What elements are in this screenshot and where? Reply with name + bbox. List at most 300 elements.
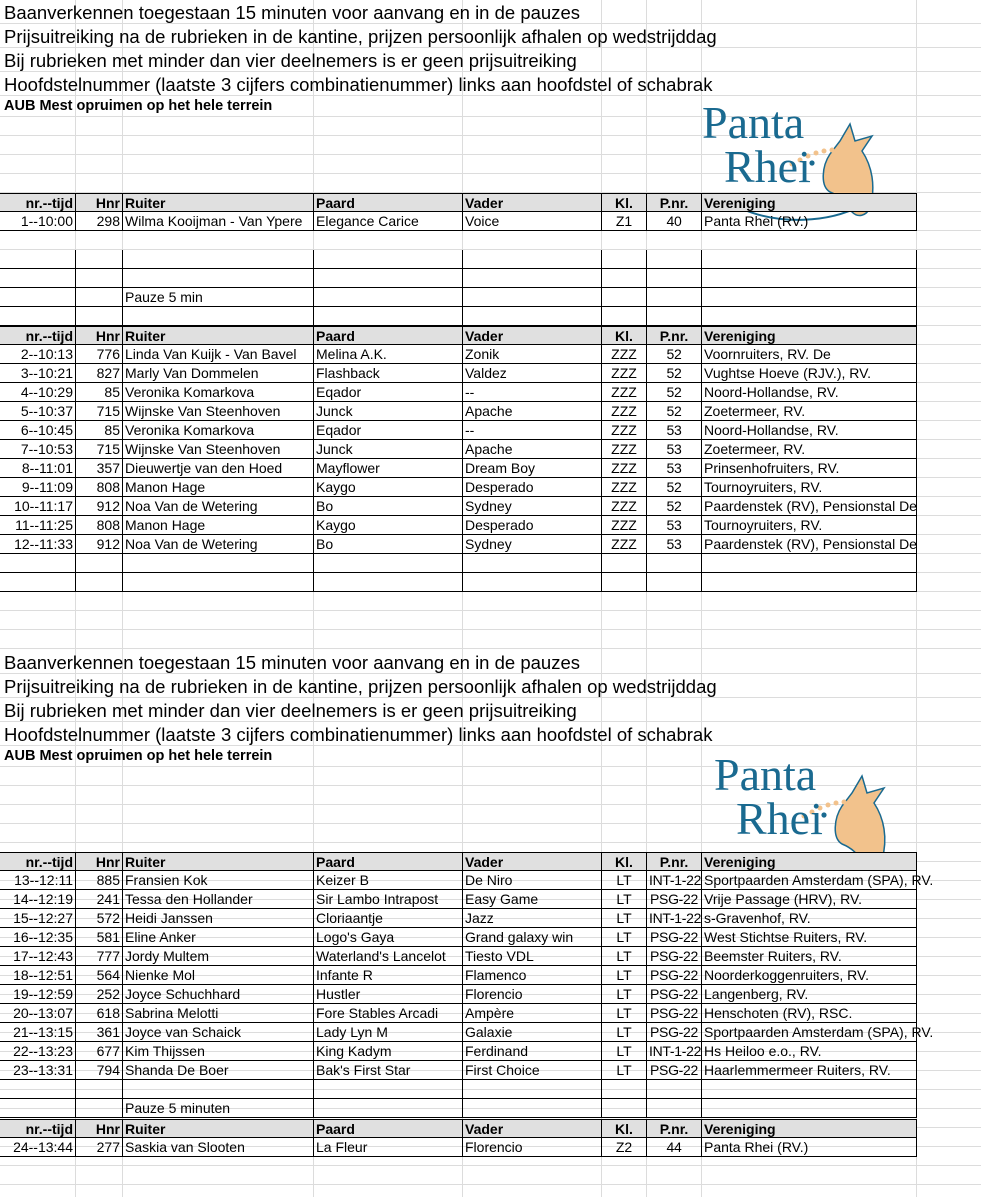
cell-class[interactable]: ZZZ (602, 383, 647, 401)
cell-bridle-number[interactable] (76, 554, 123, 572)
cell-sire[interactable]: First Choice (463, 1061, 602, 1079)
cell-class[interactable]: ZZZ (602, 459, 647, 477)
cell-test-number[interactable]: INT-1-22 (649, 872, 702, 888)
empty-row (0, 250, 917, 269)
cell-club[interactable] (702, 554, 917, 572)
cell-sire[interactable]: Tiesto VDL (463, 947, 602, 965)
cell-horse[interactable] (314, 288, 463, 306)
note-course-walk-2: Baanverkennen toegestaan 15 minuten voor aanvang en in de pauzes (4, 652, 580, 673)
cell-bridle-number[interactable]: 618 (76, 1004, 123, 1022)
cell-bridle-number[interactable] (76, 307, 123, 325)
cell-horse[interactable]: Elegance Carice (314, 212, 463, 230)
cell-start-time[interactable] (0, 1080, 76, 1098)
cell-sire[interactable] (463, 307, 602, 325)
cell-club[interactable]: Langenberg, RV. (702, 985, 917, 1003)
cell-start-time[interactable]: 19--12:59 (0, 985, 76, 1003)
pause-label[interactable]: Pauze 5 min (123, 288, 314, 306)
cell-class[interactable]: LT (602, 928, 647, 946)
cell-rider[interactable]: Manon Hage (123, 516, 314, 534)
cell-test-number[interactable]: 53 (647, 516, 702, 534)
cell-test-number[interactable]: INT-1-22 (649, 1043, 702, 1059)
cell-rider[interactable]: Saskia van Slooten (123, 1138, 314, 1156)
cell-sire[interactable]: Grand galaxy win (463, 928, 602, 946)
cell-rider[interactable] (123, 573, 314, 591)
cell-start-time[interactable] (0, 269, 76, 287)
cell-club[interactable]: Haarlemmermeer Ruiters, RV. (702, 1061, 917, 1079)
cell-start-time[interactable]: 15--12:27 (0, 909, 76, 927)
column-header-sire[interactable]: Vader (463, 194, 602, 211)
logo-text-panta: Panta (702, 97, 805, 148)
cell-bridle-number[interactable]: 85 (76, 383, 123, 401)
cell-sire[interactable]: Zonik (463, 345, 602, 363)
cell-test-number[interactable]: PSG-22 (647, 928, 702, 946)
cell-bridle-number[interactable]: 715 (76, 402, 123, 420)
cell-rider[interactable]: Wijnske Van Steenhoven (123, 440, 314, 458)
cell-sire[interactable]: Valdez (463, 364, 602, 382)
cell-test-number[interactable]: 44 (647, 1138, 702, 1156)
cell-test-number[interactable]: 53 (647, 440, 702, 458)
cell-bridle-number[interactable] (76, 288, 123, 306)
cell-sire[interactable]: Florencio (463, 1138, 602, 1156)
cell-class[interactable]: LT (602, 1042, 647, 1060)
cell-horse[interactable]: Kaygo (314, 516, 463, 534)
cell-bridle-number[interactable] (76, 250, 123, 268)
cell-bridle-number[interactable]: 572 (76, 909, 123, 927)
cell-bridle-number[interactable] (76, 269, 123, 287)
cell-rider[interactable]: Marly Van Dommelen (123, 364, 314, 382)
cell-class[interactable]: LT (602, 890, 647, 908)
cell-sire[interactable] (463, 288, 602, 306)
cell-club[interactable]: Henschoten (RV), RSC. (702, 1004, 917, 1022)
column-header-horse[interactable]: Paard (314, 853, 463, 870)
cell-class[interactable]: LT (602, 909, 647, 927)
cell-class[interactable] (602, 250, 647, 268)
column-header-class[interactable]: Kl. (602, 194, 647, 211)
cell-club[interactable] (702, 288, 917, 306)
cell-rider[interactable]: Jordy Multem (123, 947, 314, 965)
cell-class[interactable]: LT (602, 1023, 647, 1041)
cell-sire[interactable] (463, 554, 602, 572)
cell-club[interactable]: Beemster Ruiters, RV. (702, 947, 917, 965)
cell-club[interactable]: Hs Heiloo e.o., RV. (702, 1042, 917, 1060)
cell-horse[interactable]: Flashback (314, 364, 463, 382)
cell-class[interactable]: LT (602, 871, 647, 889)
cell-test-number[interactable]: 52 (647, 345, 702, 363)
cell-horse[interactable]: La Fleur (314, 1138, 463, 1156)
cell-horse[interactable]: Eqador (314, 383, 463, 401)
column-header-start-time[interactable]: nr.--tijd (0, 853, 76, 870)
cell-club[interactable]: Noorderkoggenruiters, RV. (702, 966, 917, 984)
cell-bridle-number[interactable]: 241 (76, 890, 123, 908)
cell-test-number[interactable]: 52 (647, 402, 702, 420)
cell-club[interactable]: Paardenstek (RV), Pensionstal De (704, 498, 917, 514)
column-header-club[interactable]: Vereniging (702, 327, 917, 344)
cell-start-time[interactable] (0, 573, 76, 591)
cell-horse[interactable]: King Kadym (314, 1042, 463, 1060)
empty-row (0, 307, 917, 326)
cell-club[interactable]: Vrije Passage (HRV), RV. (702, 890, 917, 908)
cell-class[interactable]: LT (602, 985, 647, 1003)
cell-test-number[interactable]: 52 (647, 383, 702, 401)
cell-class[interactable]: ZZZ (602, 421, 647, 439)
column-header-club[interactable]: Vereniging (702, 1120, 917, 1137)
cell-horse[interactable]: Mayflower (314, 459, 463, 477)
cell-test-number[interactable]: INT-1-22 (649, 910, 702, 926)
cell-sire[interactable]: Flamenco (463, 966, 602, 984)
cell-sire[interactable]: Ampère (463, 1004, 602, 1022)
cell-club[interactable]: Tournoyruiters, RV. (702, 478, 917, 496)
cell-horse[interactable]: Logo's Gaya (314, 928, 463, 946)
cell-rider[interactable]: Veronika Komarkova (123, 421, 314, 439)
cell-club[interactable]: Noord-Hollandse, RV. (702, 383, 917, 401)
cell-club[interactable] (702, 1099, 917, 1117)
column-header-sire[interactable]: Vader (463, 853, 602, 870)
cell-sire[interactable]: Apache (463, 402, 602, 420)
cell-test-number[interactable] (647, 269, 702, 287)
cell-horse[interactable] (314, 1080, 463, 1098)
cell-class[interactable]: ZZZ (602, 345, 647, 363)
cell-class[interactable]: ZZZ (602, 535, 647, 553)
cell-sire[interactable]: Voice (463, 212, 602, 230)
cell-test-number[interactable]: 53 (647, 459, 702, 477)
cell-horse[interactable] (314, 1099, 463, 1117)
cell-horse[interactable] (314, 554, 463, 572)
cell-start-time[interactable] (0, 288, 76, 306)
column-header-bridle-number[interactable]: Hnr (76, 853, 123, 870)
column-header-class[interactable]: Kl. (602, 853, 647, 870)
cell-sire[interactable]: Florencio (463, 985, 602, 1003)
cell-horse[interactable]: Junck (314, 440, 463, 458)
cell-rider[interactable]: Heidi Janssen (123, 909, 314, 927)
column-header-start-time[interactable]: nr.--tijd (0, 194, 76, 211)
cell-class[interactable] (602, 1080, 647, 1098)
cell-start-time[interactable]: 4--10:29 (0, 383, 76, 401)
cell-rider[interactable] (123, 554, 314, 572)
cell-rider[interactable]: Linda Van Kuijk - Van Bavel (123, 345, 314, 363)
column-header-class[interactable]: Kl. (602, 1120, 647, 1137)
column-header-club[interactable]: Vereniging (702, 853, 917, 870)
cell-horse[interactable]: Kaygo (314, 478, 463, 496)
cell-club[interactable]: Zoetermeer, RV. (702, 402, 917, 420)
column-header-test-number[interactable]: P.nr. (647, 327, 702, 344)
cell-bridle-number[interactable]: 581 (76, 928, 123, 946)
cell-class[interactable]: LT (602, 1061, 647, 1079)
cell-bridle-number[interactable]: 777 (76, 947, 123, 965)
cell-bridle-number[interactable]: 794 (76, 1061, 123, 1079)
cell-club[interactable] (702, 250, 917, 268)
cell-class[interactable] (602, 554, 647, 572)
cell-start-time[interactable]: 3--10:21 (0, 364, 76, 382)
column-header-rider[interactable]: Ruiter (123, 1120, 314, 1137)
cell-start-time[interactable]: 8--11:01 (0, 459, 76, 477)
cell-sire[interactable]: Jazz (463, 909, 602, 927)
cell-rider[interactable] (123, 269, 314, 287)
cell-test-number[interactable] (647, 1099, 702, 1117)
table-row (0, 459, 917, 478)
cell-club[interactable] (702, 269, 917, 287)
cell-club[interactable]: Zoetermeer, RV. (702, 440, 917, 458)
cell-class[interactable]: Z1 (602, 212, 647, 230)
cell-start-time[interactable]: 12--11:33 (0, 535, 76, 553)
cell-test-number[interactable]: 52 (647, 478, 702, 496)
cell-rider[interactable]: Veronika Komarkova (123, 383, 314, 401)
cell-bridle-number[interactable]: 564 (76, 966, 123, 984)
cell-club[interactable]: Voornruiters, RV. De (702, 345, 917, 363)
cell-horse[interactable]: Cloriaantje (314, 909, 463, 927)
cell-start-time[interactable] (0, 1099, 76, 1117)
cell-rider[interactable]: Shanda De Boer (123, 1061, 314, 1079)
cell-bridle-number[interactable] (76, 1099, 123, 1117)
cell-rider[interactable]: Wilma Kooijman - Van Ypere (123, 212, 314, 230)
cell-class[interactable] (602, 573, 647, 591)
column-header-rider[interactable]: Ruiter (123, 194, 314, 211)
column-header-sire[interactable]: Vader (463, 1120, 602, 1137)
column-header-sire[interactable]: Vader (463, 327, 602, 344)
cell-test-number[interactable] (647, 1080, 702, 1098)
cell-sire[interactable]: -- (463, 383, 602, 401)
cell-club[interactable] (702, 307, 917, 325)
cell-sire[interactable] (463, 250, 602, 268)
cell-horse[interactable]: Hustler (314, 985, 463, 1003)
cell-horse[interactable] (314, 250, 463, 268)
cell-rider[interactable]: Dieuwertje van den Hoed (123, 459, 314, 477)
cell-start-time[interactable] (0, 554, 76, 572)
column-header-test-number[interactable]: P.nr. (647, 1120, 702, 1137)
cell-test-number[interactable]: PSG-22 (647, 985, 702, 1003)
cell-bridle-number[interactable]: 677 (76, 1042, 123, 1060)
cell-horse[interactable]: Bo (314, 535, 463, 553)
cell-club[interactable]: s-Gravenhof, RV. (702, 909, 917, 927)
column-header-start-time[interactable]: nr.--tijd (0, 1120, 76, 1137)
table-row (0, 1061, 917, 1080)
cell-sire[interactable] (463, 1099, 602, 1117)
cell-class[interactable] (602, 269, 647, 287)
cell-rider[interactable]: Tessa den Hollander (123, 890, 314, 908)
pause-label[interactable]: Pauze 5 minuten (123, 1099, 314, 1117)
cell-bridle-number[interactable]: 808 (76, 516, 123, 534)
cell-rider[interactable]: Eline Anker (123, 928, 314, 946)
cell-class[interactable]: LT (602, 966, 647, 984)
cell-start-time[interactable] (0, 250, 76, 268)
cell-bridle-number[interactable]: 827 (76, 364, 123, 382)
cell-start-time[interactable]: 24--13:44 (0, 1138, 76, 1156)
cell-bridle-number[interactable]: 776 (76, 345, 123, 363)
column-header-horse[interactable]: Paard (314, 327, 463, 344)
cell-class[interactable]: ZZZ (602, 364, 647, 382)
cell-horse[interactable]: Sir Lambo Intrapost (314, 890, 463, 908)
cell-test-number[interactable]: PSG-22 (647, 947, 702, 965)
cell-class[interactable]: ZZZ (602, 478, 647, 496)
cell-start-time[interactable]: 16--12:35 (0, 928, 76, 946)
cell-rider[interactable]: Wijnske Van Steenhoven (123, 402, 314, 420)
table-header (0, 852, 917, 871)
cell-horse[interactable]: Eqador (314, 421, 463, 439)
cell-start-time[interactable]: 10--11:17 (0, 497, 76, 515)
cell-rider[interactable]: Joyce van Schaick (123, 1023, 314, 1041)
column-header-rider[interactable]: Ruiter (123, 327, 314, 344)
cell-bridle-number[interactable]: 885 (76, 871, 123, 889)
cell-start-time[interactable]: 14--12:19 (0, 890, 76, 908)
column-header-test-number[interactable]: P.nr. (647, 194, 702, 211)
cell-horse[interactable]: Bak's First Star (314, 1061, 463, 1079)
cell-club[interactable]: Sportpaarden Amsterdam (SPA), RV. (704, 1024, 934, 1040)
cell-class[interactable]: ZZZ (602, 402, 647, 420)
cell-horse[interactable] (314, 573, 463, 591)
cell-start-time[interactable] (0, 307, 76, 325)
cell-start-time[interactable]: 6--10:45 (0, 421, 76, 439)
cell-start-time[interactable]: 5--10:37 (0, 402, 76, 420)
cell-club[interactable]: West Stichtse Ruiters, RV. (702, 928, 917, 946)
cell-sire[interactable] (463, 1080, 602, 1098)
cell-club[interactable]: Paardenstek (RV), Pensionstal De (704, 536, 917, 552)
cell-bridle-number[interactable] (76, 1080, 123, 1098)
cell-test-number[interactable]: 52 (647, 364, 702, 382)
cell-bridle-number[interactable]: 361 (76, 1023, 123, 1041)
cell-start-time[interactable]: 1--10:00 (0, 212, 76, 230)
cell-sire[interactable]: Dream Boy (463, 459, 602, 477)
cell-test-number[interactable]: PSG-22 (647, 966, 702, 984)
cell-start-time[interactable]: 7--10:53 (0, 440, 76, 458)
cell-club[interactable]: Panta Rhei (RV.) (702, 212, 917, 230)
cell-rider[interactable] (123, 1080, 314, 1098)
cell-test-number[interactable] (647, 573, 702, 591)
cell-sire[interactable]: Desperado (463, 516, 602, 534)
cell-bridle-number[interactable]: 252 (76, 985, 123, 1003)
cell-horse[interactable]: Bo (314, 497, 463, 515)
cell-sire[interactable]: Easy Game (463, 890, 602, 908)
cell-bridle-number[interactable]: 715 (76, 440, 123, 458)
cell-sire[interactable]: Ferdinand (463, 1042, 602, 1060)
cell-test-number[interactable] (647, 250, 702, 268)
cell-bridle-number[interactable]: 277 (76, 1138, 123, 1156)
cell-start-time[interactable]: 23--13:31 (0, 1061, 76, 1079)
cell-test-number[interactable]: 53 (647, 535, 702, 553)
cell-club[interactable] (702, 573, 917, 591)
cell-rider[interactable] (123, 250, 314, 268)
cell-club[interactable]: Sportpaarden Amsterdam (SPA), RV. (704, 872, 934, 888)
cell-class[interactable] (602, 307, 647, 325)
column-header-rider[interactable]: Ruiter (123, 853, 314, 870)
cell-horse[interactable]: Infante R (314, 966, 463, 984)
cell-class[interactable] (602, 1099, 647, 1117)
cell-test-number[interactable] (647, 288, 702, 306)
cell-class[interactable]: ZZZ (602, 497, 647, 515)
column-header-bridle-number[interactable]: Hnr (76, 194, 123, 211)
cell-test-number[interactable] (647, 554, 702, 572)
cell-test-number[interactable]: PSG-22 (647, 1004, 702, 1022)
cell-sire[interactable] (463, 573, 602, 591)
cell-sire[interactable]: De Niro (463, 871, 602, 889)
column-header-start-time[interactable]: nr.--tijd (0, 327, 76, 344)
cell-rider[interactable] (123, 307, 314, 325)
cell-rider[interactable]: Manon Hage (123, 478, 314, 496)
cell-horse[interactable]: Lady Lyn M (314, 1023, 463, 1041)
cell-start-time[interactable]: 17--12:43 (0, 947, 76, 965)
cell-bridle-number[interactable]: 912 (76, 497, 123, 515)
table-row (0, 535, 917, 554)
cell-horse[interactable]: Waterland's Lancelot (314, 947, 463, 965)
cell-bridle-number[interactable]: 912 (76, 535, 123, 553)
cell-bridle-number[interactable]: 357 (76, 459, 123, 477)
cell-test-number[interactable] (647, 307, 702, 325)
cell-sire[interactable]: -- (463, 421, 602, 439)
column-header-club[interactable]: Vereniging (702, 194, 917, 211)
column-header-horse[interactable]: Paard (314, 194, 463, 211)
column-header-horse[interactable]: Paard (314, 1120, 463, 1137)
cell-sire[interactable]: Desperado (463, 478, 602, 496)
cell-club[interactable]: Prinsenhofruiters, RV. (702, 459, 917, 477)
cell-sire[interactable] (463, 269, 602, 287)
cell-rider[interactable]: Fransien Kok (123, 871, 314, 889)
cell-rider[interactable]: Noa Van de Wetering (123, 535, 314, 553)
cell-class[interactable] (602, 288, 647, 306)
table-row (0, 516, 917, 535)
cell-rider[interactable]: Joyce Schuchhard (123, 985, 314, 1003)
cell-class[interactable]: Z2 (602, 1138, 647, 1156)
cell-rider[interactable]: Kim Thijssen (123, 1042, 314, 1060)
cell-horse[interactable]: Melina A.K. (314, 345, 463, 363)
column-header-test-number[interactable]: P.nr. (647, 853, 702, 870)
cell-sire[interactable]: Sydney (463, 535, 602, 553)
cell-bridle-number[interactable] (76, 573, 123, 591)
cell-rider[interactable]: Nienke Mol (123, 966, 314, 984)
table-row (0, 871, 934, 890)
cell-test-number[interactable]: PSG-22 (647, 1023, 702, 1041)
cell-club[interactable]: Noord-Hollandse, RV. (702, 421, 917, 439)
table-row (0, 890, 917, 909)
cell-sire[interactable]: Apache (463, 440, 602, 458)
cell-sire[interactable]: Galaxie (463, 1023, 602, 1041)
cell-club[interactable]: Tournoyruiters, RV. (702, 516, 917, 534)
cell-class[interactable]: ZZZ (602, 516, 647, 534)
cell-test-number[interactable]: 40 (647, 212, 702, 230)
cell-club[interactable]: Panta Rhei (RV.) (702, 1138, 917, 1156)
cell-club[interactable]: Vughtse Hoeve (RJV.), RV. (702, 364, 917, 382)
cell-club[interactable] (702, 1080, 917, 1098)
cell-bridle-number[interactable]: 298 (76, 212, 123, 230)
cell-start-time[interactable]: 2--10:13 (0, 345, 76, 363)
column-header-bridle-number[interactable]: Hnr (76, 1120, 123, 1137)
cell-test-number[interactable]: PSG-22 (647, 890, 702, 908)
cell-start-time[interactable]: 18--12:51 (0, 966, 76, 984)
cell-start-time[interactable]: 21--13:15 (0, 1023, 76, 1041)
cell-sire[interactable]: Sydney (463, 497, 602, 515)
cell-horse[interactable] (314, 307, 463, 325)
cell-class[interactable]: ZZZ (602, 440, 647, 458)
cell-start-time[interactable]: 11--11:25 (0, 516, 76, 534)
cell-bridle-number[interactable]: 85 (76, 421, 123, 439)
cell-test-number[interactable]: 52 (647, 497, 702, 515)
cell-horse[interactable]: Junck (314, 402, 463, 420)
cell-test-number[interactable]: 53 (647, 421, 702, 439)
cell-class[interactable]: LT (602, 947, 647, 965)
cell-test-number[interactable]: PSG-22 (647, 1061, 702, 1079)
column-header-class[interactable]: Kl. (602, 327, 647, 344)
cell-bridle-number[interactable]: 808 (76, 478, 123, 496)
cell-start-time[interactable]: 9--11:09 (0, 478, 76, 496)
cell-horse[interactable]: Keizer B (314, 871, 463, 889)
cell-horse[interactable] (314, 269, 463, 287)
column-header-bridle-number[interactable]: Hnr (76, 327, 123, 344)
cell-start-time[interactable]: 20--13:07 (0, 1004, 76, 1022)
empty-row (0, 269, 917, 288)
cell-start-time[interactable]: 13--12:11 (0, 871, 76, 889)
cell-rider[interactable]: Noa Van de Wetering (123, 497, 314, 515)
cell-class[interactable]: LT (602, 1004, 647, 1022)
cell-horse[interactable]: Fore Stables Arcadi (314, 1004, 463, 1022)
cell-start-time[interactable]: 22--13:23 (0, 1042, 76, 1060)
cell-rider[interactable]: Sabrina Melotti (123, 1004, 314, 1022)
